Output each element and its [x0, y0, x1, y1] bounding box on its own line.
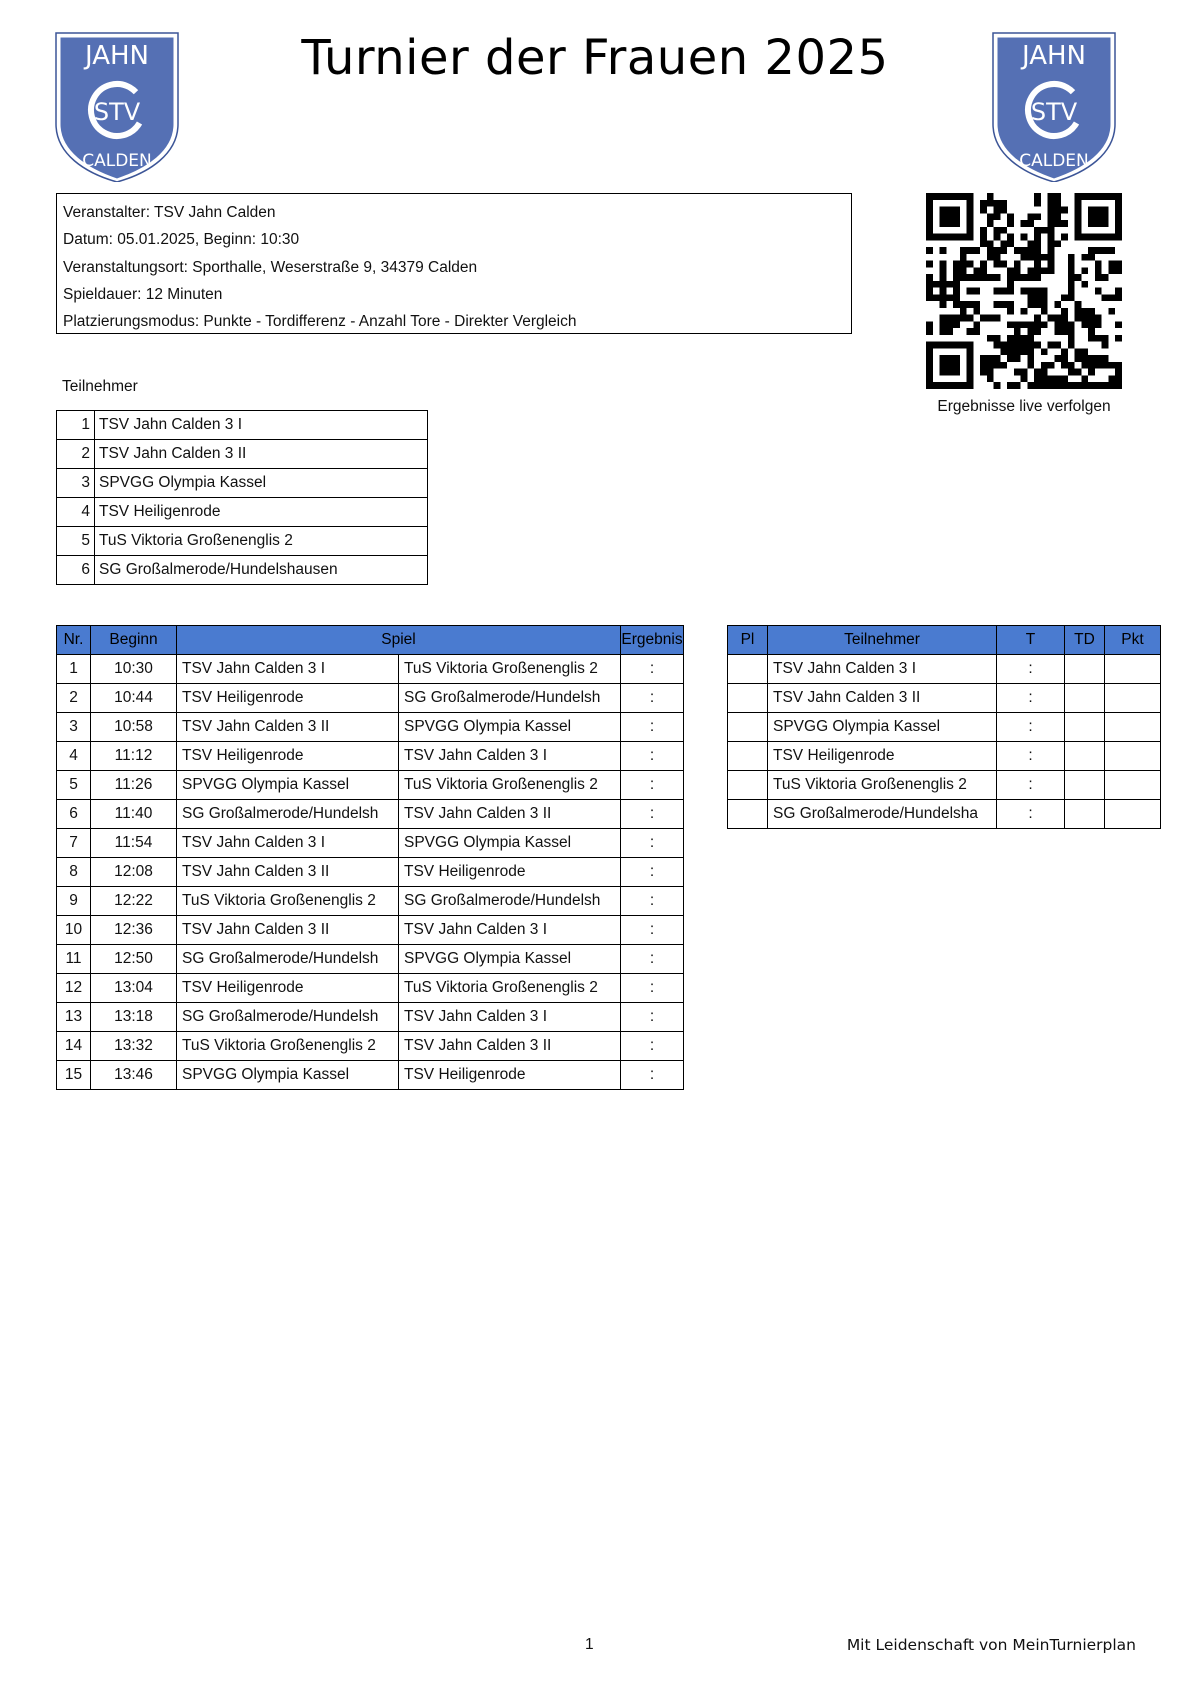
standing-points: [1105, 800, 1161, 829]
standings-row: [728, 800, 1161, 829]
standing-points: [1105, 713, 1161, 742]
match-number: 2: [57, 684, 91, 713]
standings-row: [728, 655, 1161, 684]
match-away-team: SG Großalmerode/Hundelsh: [399, 887, 621, 916]
club-logo-right: [992, 32, 1116, 182]
standing-goal-diff: [1065, 684, 1105, 713]
svg-text:JAHN: JAHN: [1022, 41, 1086, 71]
match-result: :: [621, 1032, 684, 1061]
standing-team: TSV Heiligenrode: [768, 742, 997, 771]
participant-row: [57, 440, 428, 469]
qr-code-icon[interactable]: [926, 193, 1122, 389]
match-away-team: TSV Jahn Calden 3 I: [399, 742, 621, 771]
match-row: [57, 829, 684, 858]
col-teilnehmer: Teilnehmer: [768, 626, 997, 655]
match-number: 9: [57, 887, 91, 916]
standings-table: [727, 625, 1161, 829]
match-result: :: [621, 858, 684, 887]
match-time: 11:12: [91, 742, 177, 771]
col-ergebnis: Ergebnis: [621, 626, 684, 655]
match-result: :: [621, 771, 684, 800]
match-away-team: TSV Jahn Calden 3 II: [399, 1032, 621, 1061]
standing-goal-diff: [1065, 771, 1105, 800]
col-pkt: Pkt: [1105, 626, 1161, 655]
match-row: [57, 800, 684, 829]
info-organizer: Veranstalter: TSV Jahn Calden: [63, 204, 276, 221]
match-row: [57, 684, 684, 713]
match-away-team: SPVGG Olympia Kassel: [399, 829, 621, 858]
match-home-team: TSV Jahn Calden 3 II: [177, 713, 399, 742]
match-result: :: [621, 742, 684, 771]
match-away-team: TSV Heiligenrode: [399, 1061, 621, 1090]
match-number: 12: [57, 974, 91, 1003]
page-number: 1: [585, 1636, 594, 1653]
match-home-team: SPVGG Olympia Kassel: [177, 771, 399, 800]
standing-points: [1105, 684, 1161, 713]
standing-points: [1105, 771, 1161, 800]
participant-number: 5: [57, 527, 95, 556]
match-result: :: [621, 800, 684, 829]
match-home-team: SG Großalmerode/Hundelsh: [177, 1003, 399, 1032]
match-time: 12:36: [91, 916, 177, 945]
match-home-team: TSV Jahn Calden 3 II: [177, 916, 399, 945]
match-number: 5: [57, 771, 91, 800]
footer-credit: Mit Leidenschaft von MeinTurnierplan: [846, 1636, 1136, 1654]
match-number: 4: [57, 742, 91, 771]
match-home-team: SG Großalmerode/Hundelsh: [177, 800, 399, 829]
participant-row: [57, 556, 428, 585]
standing-points: [1105, 742, 1161, 771]
match-row: [57, 713, 684, 742]
participant-number: 4: [57, 498, 95, 527]
schedule-header-row: [57, 626, 684, 655]
logo-bottom-text: CALDEN: [82, 151, 152, 171]
participant-number: 3: [57, 469, 95, 498]
match-result: :: [621, 713, 684, 742]
match-row: [57, 742, 684, 771]
match-time: 12:50: [91, 945, 177, 974]
standing-place: [728, 800, 768, 829]
match-time: 13:04: [91, 974, 177, 1003]
match-number: 8: [57, 858, 91, 887]
match-time: 13:46: [91, 1061, 177, 1090]
svg-text:STV: STV: [1030, 98, 1078, 126]
standing-place: [728, 655, 768, 684]
match-result: :: [621, 655, 684, 684]
match-number: 14: [57, 1032, 91, 1061]
standing-team: TSV Jahn Calden 3 II: [768, 684, 997, 713]
standing-place: [728, 771, 768, 800]
schedule-table: [56, 625, 684, 1090]
participant-name: TuS Viktoria Großenenglis 2: [95, 527, 428, 556]
match-number: 15: [57, 1061, 91, 1090]
qr-caption: Ergebnisse live verfolgen: [937, 398, 1111, 415]
standing-goal-diff: [1065, 655, 1105, 684]
club-logo-left: [55, 32, 179, 182]
match-number: 7: [57, 829, 91, 858]
match-home-team: TSV Heiligenrode: [177, 974, 399, 1003]
match-time: 11:40: [91, 800, 177, 829]
standing-goals: :: [997, 742, 1065, 771]
match-result: :: [621, 887, 684, 916]
match-home-team: TSV Jahn Calden 3 I: [177, 655, 399, 684]
page-title: Turnier der Frauen 2025: [301, 30, 889, 86]
match-result: :: [621, 945, 684, 974]
standing-goals: :: [997, 655, 1065, 684]
match-result: :: [621, 1003, 684, 1032]
match-time: 12:08: [91, 858, 177, 887]
standing-team: TuS Viktoria Großenenglis 2: [768, 771, 997, 800]
info-duration: Spieldauer: 12 Minuten: [63, 285, 223, 303]
match-away-team: TuS Viktoria Großenenglis 2: [399, 771, 621, 800]
match-row: [57, 887, 684, 916]
participant-name: TSV Jahn Calden 3 I: [95, 411, 428, 440]
participant-name: TSV Jahn Calden 3 II: [95, 440, 428, 469]
match-away-team: TSV Jahn Calden 3 II: [399, 800, 621, 829]
logo-top-text: JAHN: [85, 41, 149, 71]
match-row: [57, 974, 684, 1003]
match-away-team: TSV Jahn Calden 3 I: [399, 916, 621, 945]
participant-number: 1: [57, 411, 95, 440]
match-row: [57, 1061, 684, 1090]
col-beginn: Beginn: [91, 626, 177, 655]
col-nr: Nr.: [57, 626, 91, 655]
match-result: :: [621, 684, 684, 713]
standings-row: [728, 771, 1161, 800]
participant-row: [57, 411, 428, 440]
col-t: T: [997, 626, 1065, 655]
match-home-team: TuS Viktoria Großenenglis 2: [177, 1032, 399, 1061]
standing-goal-diff: [1065, 713, 1105, 742]
col-spiel: Spiel: [177, 626, 621, 655]
standing-goals: :: [997, 684, 1065, 713]
standings-row: [728, 742, 1161, 771]
standing-goals: :: [997, 800, 1065, 829]
col-pl: Pl: [728, 626, 768, 655]
match-home-team: SG Großalmerode/Hundelsh: [177, 945, 399, 974]
match-home-team: TSV Heiligenrode: [177, 684, 399, 713]
match-time: 11:26: [91, 771, 177, 800]
match-time: 10:30: [91, 655, 177, 684]
match-result: :: [621, 1061, 684, 1090]
svg-text:CALDEN: CALDEN: [1019, 151, 1089, 171]
match-row: [57, 655, 684, 684]
participant-number: 2: [57, 440, 95, 469]
info-date: Datum: 05.01.2025, Beginn: 10:30: [63, 231, 300, 249]
standings-row: [728, 713, 1161, 742]
match-result: :: [621, 829, 684, 858]
standing-points: [1105, 655, 1161, 684]
participant-name: SG Großalmerode/Hundelshausen: [95, 556, 428, 585]
match-result: :: [621, 916, 684, 945]
match-time: 13:18: [91, 1003, 177, 1032]
match-away-team: SG Großalmerode/Hundelsh: [399, 684, 621, 713]
standing-place: [728, 742, 768, 771]
info-venue: Veranstaltungsort: Sporthalle, Weserstraße 9, 34379 Calden: [63, 258, 478, 276]
match-home-team: TSV Heiligenrode: [177, 742, 399, 771]
logo-middle-text: STV: [93, 98, 141, 126]
standing-goal-diff: [1065, 742, 1105, 771]
match-home-team: TSV Jahn Calden 3 I: [177, 829, 399, 858]
standing-goals: :: [997, 713, 1065, 742]
match-number: 1: [57, 655, 91, 684]
participant-row: [57, 469, 428, 498]
match-number: 3: [57, 713, 91, 742]
standing-place: [728, 684, 768, 713]
standing-goal-diff: [1065, 800, 1105, 829]
standings-header-row: [728, 626, 1161, 655]
match-time: 10:58: [91, 713, 177, 742]
match-away-team: SPVGG Olympia Kassel: [399, 713, 621, 742]
match-time: 10:44: [91, 684, 177, 713]
match-row: [57, 858, 684, 887]
match-away-team: TSV Jahn Calden 3 I: [399, 1003, 621, 1032]
match-time: 13:32: [91, 1032, 177, 1061]
match-number: 10: [57, 916, 91, 945]
participant-row: [57, 527, 428, 556]
match-row: [57, 916, 684, 945]
match-home-team: TuS Viktoria Großenenglis 2: [177, 887, 399, 916]
participants-table: [56, 410, 428, 585]
info-ranking-mode: Platzierungsmodus: Punkte - Tordifferenz - Anzahl Tore - Direkter Vergleich: [63, 313, 577, 331]
standing-place: [728, 713, 768, 742]
match-away-team: SPVGG Olympia Kassel: [399, 945, 621, 974]
match-row: [57, 1032, 684, 1061]
participant-row: [57, 498, 428, 527]
col-td: TD: [1065, 626, 1105, 655]
standing-team: SG Großalmerode/Hundelsha: [768, 800, 997, 829]
standing-team: SPVGG Olympia Kassel: [768, 713, 997, 742]
match-number: 6: [57, 800, 91, 829]
match-home-team: TSV Jahn Calden 3 II: [177, 858, 399, 887]
standing-goals: :: [997, 771, 1065, 800]
participant-name: SPVGG Olympia Kassel: [95, 469, 428, 498]
match-away-team: TuS Viktoria Großenenglis 2: [399, 655, 621, 684]
match-row: [57, 945, 684, 974]
standing-team: TSV Jahn Calden 3 I: [768, 655, 997, 684]
participants-heading: Teilnehmer: [62, 378, 138, 395]
match-away-team: TSV Heiligenrode: [399, 858, 621, 887]
match-time: 12:22: [91, 887, 177, 916]
match-row: [57, 771, 684, 800]
match-number: 13: [57, 1003, 91, 1032]
match-result: :: [621, 974, 684, 1003]
match-home-team: SPVGG Olympia Kassel: [177, 1061, 399, 1090]
standings-row: [728, 684, 1161, 713]
participant-name: TSV Heiligenrode: [95, 498, 428, 527]
participant-number: 6: [57, 556, 95, 585]
match-away-team: TuS Viktoria Großenenglis 2: [399, 974, 621, 1003]
match-number: 11: [57, 945, 91, 974]
match-row: [57, 1003, 684, 1032]
event-info-box: [56, 193, 852, 334]
match-time: 11:54: [91, 829, 177, 858]
